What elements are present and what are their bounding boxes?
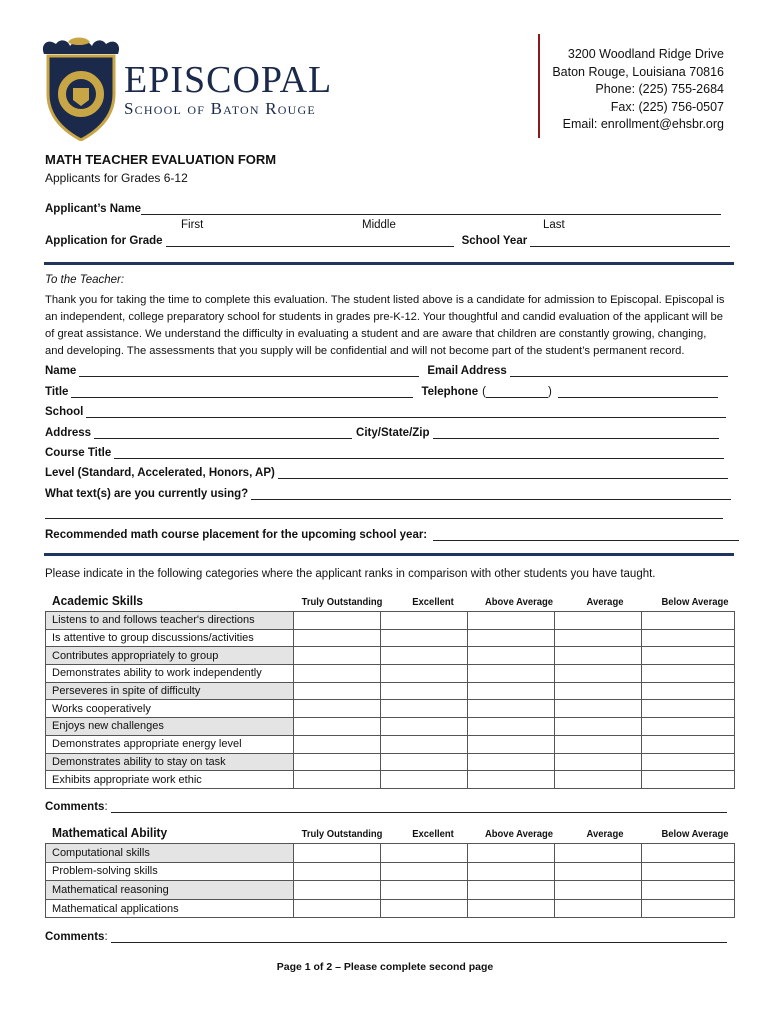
- area-code-field[interactable]: [486, 385, 548, 398]
- rating-cell[interactable]: [381, 844, 468, 863]
- form-subtitle: Applicants for Grades 6-12: [45, 171, 188, 185]
- crest-icon: [38, 36, 124, 141]
- col-average: Average: [586, 596, 624, 608]
- rating-cell[interactable]: [381, 700, 468, 718]
- math-comments-field[interactable]: [111, 930, 727, 943]
- school-field[interactable]: [86, 405, 726, 418]
- table-row: [46, 753, 735, 771]
- rating-cell[interactable]: [642, 629, 735, 647]
- table-row: [46, 881, 735, 900]
- rating-cell[interactable]: [468, 682, 555, 700]
- applicant-name-label: Applicant’s Name: [45, 203, 142, 215]
- academic-comments-label: Comments: [45, 801, 105, 813]
- city-field[interactable]: [433, 426, 719, 439]
- rating-cell[interactable]: [381, 629, 468, 647]
- math-col-below-average: Below Average: [661, 828, 729, 840]
- address-line-2: Baton Rouge, Louisiana 70816: [552, 64, 724, 79]
- table-row: [46, 899, 735, 918]
- rating-cell[interactable]: [555, 844, 642, 863]
- placement-label: Recommended math course placement for the upcoming school year:: [45, 529, 428, 541]
- logo-subtitle: School of Baton Rouge: [124, 99, 316, 118]
- rating-cell[interactable]: [555, 771, 642, 789]
- last-name-label: Last: [543, 219, 565, 231]
- rating-cell[interactable]: [294, 647, 381, 665]
- name-field[interactable]: [79, 364, 419, 377]
- rating-cell[interactable]: [555, 647, 642, 665]
- rating-cell[interactable]: [294, 612, 381, 630]
- rating-cell[interactable]: [468, 862, 555, 881]
- rating-cell[interactable]: [294, 629, 381, 647]
- ranking-instructions: Please indicate in the following categories where the applicant ranks in comparison with other students you have taught.: [45, 568, 656, 580]
- skill-label: Exhibits appropriate work ethic: [46, 771, 294, 789]
- course-field[interactable]: [114, 446, 724, 459]
- rating-cell[interactable]: [555, 700, 642, 718]
- intro-heading: To the Teacher:: [45, 274, 125, 286]
- table-row: [46, 862, 735, 881]
- math-col-average: Average: [586, 828, 624, 840]
- texts-field[interactable]: [251, 487, 731, 500]
- rating-cell[interactable]: [468, 899, 555, 918]
- title-label: Title: [45, 386, 69, 398]
- rating-cell[interactable]: [555, 665, 642, 683]
- skill-label: Listens to and follows teacher's directions: [46, 612, 294, 630]
- applicant-name-field[interactable]: [141, 202, 721, 215]
- table-row: [46, 629, 735, 647]
- col-excellent: Excellent: [412, 596, 454, 608]
- col-above-average: Above Average: [484, 596, 554, 608]
- rating-cell[interactable]: [294, 753, 381, 771]
- rating-cell[interactable]: [468, 771, 555, 789]
- table-row: [46, 771, 735, 789]
- academic-skills-title: Academic Skills: [52, 593, 144, 608]
- table-row: [46, 612, 735, 630]
- rating-cell[interactable]: [294, 771, 381, 789]
- rating-cell[interactable]: [642, 753, 735, 771]
- skill-label: Demonstrates appropriate energy level: [46, 735, 294, 753]
- section-divider-2: [44, 553, 734, 556]
- first-name-label: First: [181, 219, 204, 231]
- placement-row: [45, 528, 739, 541]
- rating-cell[interactable]: [468, 629, 555, 647]
- level-label: Level (Standard, Accelerated, Honors, AP): [45, 467, 275, 479]
- col-truly-outstanding: Truly Outstanding: [301, 596, 383, 608]
- rating-cell[interactable]: [294, 899, 381, 918]
- rating-cell[interactable]: [294, 700, 381, 718]
- school-row: [45, 405, 726, 418]
- rating-cell[interactable]: [468, 881, 555, 900]
- rating-cell[interactable]: [642, 612, 735, 630]
- level-row: [45, 466, 728, 479]
- rating-cell[interactable]: [642, 735, 735, 753]
- table-row: [46, 682, 735, 700]
- rating-cell[interactable]: [381, 753, 468, 771]
- course-label: Course Title: [45, 447, 112, 459]
- school-label: School: [45, 406, 84, 418]
- math-col-above-average: Above Average: [484, 828, 554, 840]
- school-year-label: School Year: [461, 235, 528, 247]
- skill-label: Problem-solving skills: [46, 862, 294, 881]
- texts-row: [45, 487, 731, 500]
- rating-cell[interactable]: [642, 700, 735, 718]
- rating-cell[interactable]: [468, 735, 555, 753]
- skill-label: Enjoys new challenges: [46, 718, 294, 736]
- skill-label: Mathematical reasoning: [46, 881, 294, 900]
- grade-field[interactable]: [166, 234, 454, 247]
- math-comments-label: Comments: [45, 931, 105, 943]
- rating-cell[interactable]: [381, 881, 468, 900]
- rating-cell[interactable]: [381, 735, 468, 753]
- skill-label: Is attentive to group discussions/activities: [46, 629, 294, 647]
- rating-cell[interactable]: [642, 682, 735, 700]
- email-label: Email Address: [427, 365, 507, 377]
- rating-cell[interactable]: [381, 647, 468, 665]
- school-year-field[interactable]: [530, 234, 730, 247]
- address-field[interactable]: [94, 426, 352, 439]
- rating-cell[interactable]: [468, 665, 555, 683]
- academic-skills-table: [45, 611, 735, 789]
- applicant-name-row: [45, 202, 721, 215]
- skill-label: Mathematical applications: [46, 899, 294, 918]
- rating-cell[interactable]: [294, 862, 381, 881]
- table-row: [46, 735, 735, 753]
- rating-cell[interactable]: [381, 718, 468, 736]
- rating-cell[interactable]: [555, 612, 642, 630]
- rating-cell[interactable]: [294, 718, 381, 736]
- title-row: [45, 385, 718, 398]
- rating-cell[interactable]: [555, 862, 642, 881]
- rating-cell[interactable]: [642, 771, 735, 789]
- rating-cell[interactable]: [381, 612, 468, 630]
- address-row: [45, 426, 719, 439]
- course-row: [45, 446, 724, 459]
- fax: Fax: (225) 756-0507: [610, 99, 724, 114]
- rating-cell[interactable]: [555, 753, 642, 771]
- math-ability-title: Mathematical Ability: [52, 825, 168, 840]
- rating-cell[interactable]: [381, 771, 468, 789]
- rating-cell[interactable]: [642, 718, 735, 736]
- col-below-average: Below Average: [661, 596, 729, 608]
- table-row: [46, 700, 735, 718]
- texts-label: What text(s) are you currently using?: [45, 488, 249, 500]
- rating-cell[interactable]: [468, 647, 555, 665]
- rating-cell[interactable]: [294, 682, 381, 700]
- section-divider: [44, 262, 734, 265]
- rating-cell[interactable]: [642, 899, 735, 918]
- address-label: Address: [45, 427, 92, 439]
- rating-cell[interactable]: [381, 682, 468, 700]
- rating-cell[interactable]: [642, 665, 735, 683]
- texts-field-extra[interactable]: [45, 518, 723, 519]
- email: Email: enrollment@ehsbr.org: [562, 117, 724, 131]
- rating-cell[interactable]: [381, 862, 468, 881]
- rating-cell[interactable]: [294, 735, 381, 753]
- contact-block: [552, 46, 724, 134]
- skill-label: Perseveres in spite of difficulty: [46, 682, 294, 700]
- academic-comments-field[interactable]: [111, 800, 727, 813]
- middle-name-label: Middle: [362, 219, 396, 231]
- math-comments-row: Comments :: [45, 930, 727, 943]
- rating-cell[interactable]: [294, 665, 381, 683]
- level-field[interactable]: [278, 466, 728, 479]
- skill-label: Demonstrates ability to stay on task: [46, 753, 294, 771]
- rating-cell[interactable]: [294, 844, 381, 863]
- table-row: [46, 647, 735, 665]
- table-row: [46, 718, 735, 736]
- rating-cell[interactable]: [555, 735, 642, 753]
- form-title: MATH TEACHER EVALUATION FORM: [45, 152, 277, 167]
- rating-cell[interactable]: [468, 844, 555, 863]
- rating-cell[interactable]: [468, 612, 555, 630]
- math-col-truly-outstanding: Truly Outstanding: [301, 828, 383, 840]
- intro-text: Thank you for taking the time to complete this evaluation. The student listed above is a candidate for admission to Episcopal. Episcopal is an independent, college preparatory school for students in grades pre-K-12. Your thoughtful and candid evaluation of the applicant will be of great assistance. We understand the difficulty in evaluating a student and are aware that children are constantly growing, changing, and developing. The assessments that you supply will be confidential and will not become part of the student’s permanent record.: [45, 294, 725, 357]
- page-footer: Page 1 of 2 – Please complete second page: [276, 961, 494, 973]
- phone: Phone: (225) 755-2684: [595, 82, 724, 96]
- email-field[interactable]: [510, 364, 728, 377]
- academic-comments-row: Comments :: [45, 800, 727, 813]
- rating-cell[interactable]: [555, 682, 642, 700]
- rating-cell[interactable]: [294, 881, 381, 900]
- rating-cell[interactable]: [555, 881, 642, 900]
- teacher-name-row: [45, 364, 728, 377]
- placement-field[interactable]: [433, 528, 739, 541]
- telephone-field[interactable]: [558, 385, 718, 398]
- grade-row: [45, 234, 730, 247]
- rating-cell[interactable]: [555, 629, 642, 647]
- table-row: [46, 665, 735, 683]
- header-divider: [538, 34, 540, 138]
- rating-cell[interactable]: [381, 665, 468, 683]
- rating-cell[interactable]: [642, 647, 735, 665]
- telephone-label: Telephone: [421, 386, 479, 398]
- city-label: City/State/Zip: [356, 427, 430, 439]
- math-ability-table: [45, 843, 735, 918]
- rating-cell[interactable]: [642, 862, 735, 881]
- skill-label: Contributes appropriately to group: [46, 647, 294, 665]
- title-field[interactable]: [71, 385, 413, 398]
- paren-close: ): [547, 386, 552, 398]
- rating-cell[interactable]: [468, 753, 555, 771]
- rating-cell[interactable]: [555, 899, 642, 918]
- rating-cell[interactable]: [642, 881, 735, 900]
- skill-label: Demonstrates ability to work independently: [46, 665, 294, 683]
- address-line-1: 3200 Woodland Ridge Drive: [567, 47, 724, 61]
- logo-title: EPISCOPAL: [124, 59, 333, 101]
- skill-label: Computational skills: [46, 844, 294, 863]
- rating-cell[interactable]: [642, 844, 735, 863]
- grade-label: Application for Grade: [45, 235, 163, 247]
- skill-label: Works cooperatively: [46, 700, 294, 718]
- paren-open: (: [482, 386, 486, 398]
- rating-cell[interactable]: [468, 700, 555, 718]
- rating-cell[interactable]: [381, 899, 468, 918]
- name-label: Name: [45, 365, 77, 377]
- rating-cell[interactable]: [468, 718, 555, 736]
- rating-cell[interactable]: [555, 718, 642, 736]
- table-row: [46, 844, 735, 863]
- math-col-excellent: Excellent: [412, 828, 454, 840]
